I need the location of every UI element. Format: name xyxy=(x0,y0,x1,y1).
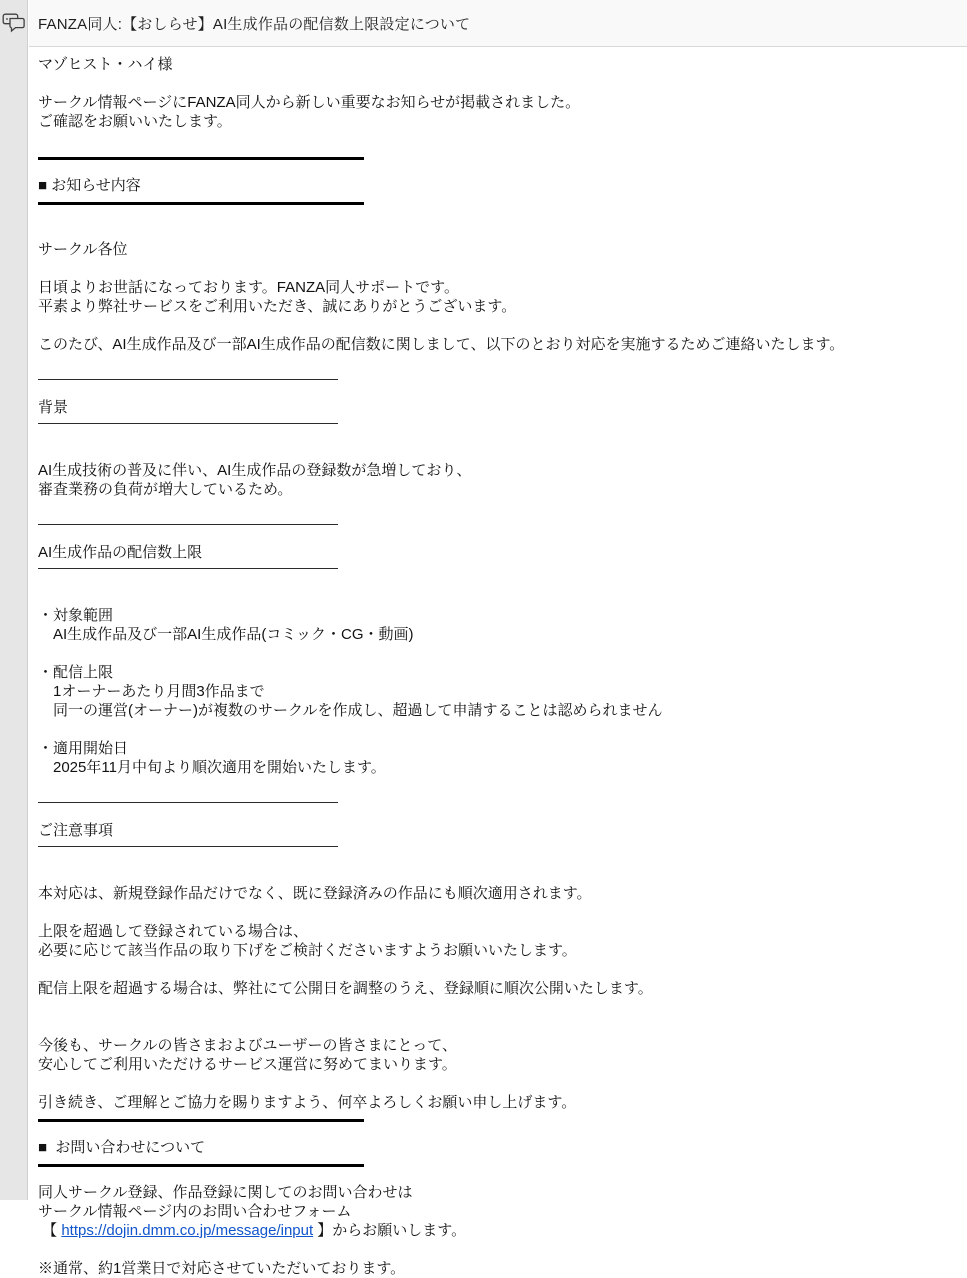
contact-form-link[interactable]: https://dojin.dmm.co.jp/message/input xyxy=(61,1222,314,1239)
blank-line xyxy=(38,865,967,884)
divider-thin-row xyxy=(38,802,967,821)
section-header: ■ お問い合わせについて xyxy=(38,1139,206,1156)
blank-line xyxy=(38,960,967,979)
left-rail xyxy=(0,0,28,1200)
message-line: ご確認をお願いいたします。 xyxy=(38,113,232,130)
divider-thin xyxy=(38,524,338,525)
contact-link-line xyxy=(38,1221,967,1240)
message-line: ・対象範囲 xyxy=(38,607,114,624)
message-line: 同人サークル登録、作品登録に関してのお問い合わせは xyxy=(38,1184,413,1201)
message-line: 背景 xyxy=(38,399,69,416)
blank-line xyxy=(38,221,967,240)
blank-line xyxy=(38,131,967,150)
message-line: 本対応は、新規登録作品だけでなく、既に登録済みの作品にも順次適用されます。 xyxy=(38,885,592,902)
divider-thick-row xyxy=(38,157,967,176)
message-body xyxy=(29,47,967,1277)
divider-thick xyxy=(38,202,364,205)
message-line: 引き続き、ご理解とご協力を賜りますよう、何卒よろしくお願い申し上げます。 xyxy=(38,1094,577,1111)
message-line: 配信上限を超過する場合は、弊社にて公開日を調整のうえ、登録順に順次公開いたします。 xyxy=(38,980,653,997)
blank-line xyxy=(38,644,967,663)
divider-thin xyxy=(38,423,338,424)
divider-thick-row xyxy=(38,1164,967,1183)
message-line: マゾヒスト・ハイ様 xyxy=(38,56,173,73)
section-header: ■ お知らせ内容 xyxy=(38,177,141,194)
blank-line xyxy=(38,1240,967,1259)
divider-thick-row xyxy=(38,202,967,221)
message-line: AI生成作品及び一部AI生成作品(コミック・CG・動画) xyxy=(38,626,414,643)
blank-line xyxy=(38,903,967,922)
message-line: 2025年11月中旬より順次適用を開始いたします。 xyxy=(38,759,386,776)
blank-line xyxy=(38,499,967,518)
divider-thin-row xyxy=(38,423,967,442)
divider-thin xyxy=(38,568,338,569)
blank-line xyxy=(38,1017,967,1036)
message-header xyxy=(29,0,967,47)
divider-thick-row xyxy=(38,1119,967,1138)
blank-line xyxy=(38,587,967,606)
message-line: 今後も、サークルの皆さまおよびユーザーの皆さまにとって、 xyxy=(38,1037,457,1054)
divider-thin-row xyxy=(38,379,967,398)
blank-line xyxy=(38,777,967,796)
blank-line xyxy=(38,998,967,1017)
divider-thick xyxy=(38,1164,364,1167)
message-line: ※通常、約1営業日で対応させていただいております。 xyxy=(38,1260,406,1277)
divider-thin xyxy=(38,846,338,847)
blank-line xyxy=(38,74,967,93)
divider-thin-row xyxy=(38,524,967,543)
divider-thin-row xyxy=(38,846,967,865)
divider-thick xyxy=(38,157,364,160)
message-line: ご注意事項 xyxy=(38,822,114,839)
blank-line xyxy=(38,316,967,335)
blank-line xyxy=(38,442,967,461)
comments-icon xyxy=(2,13,26,33)
link-suffix: 】からお願いします。 xyxy=(313,1222,467,1239)
message-line: AI生成作品の配信数上限 xyxy=(38,544,203,561)
message-line: 日頃よりお世話になっております。FANZA同人サポートです。 xyxy=(38,279,459,296)
divider-thin xyxy=(38,802,338,803)
message-line: 上限を超過して登録されている場合は、 xyxy=(38,923,309,940)
blank-line xyxy=(38,259,967,278)
blank-line xyxy=(38,354,967,373)
blank-line xyxy=(38,1074,967,1093)
divider-thin-row xyxy=(38,568,967,587)
link-prefix: 【 xyxy=(38,1222,62,1239)
divider-thin xyxy=(38,379,338,380)
message-line: 必要に応じて該当作品の取り下げをご検討くださいますようお願いいたします。 xyxy=(38,942,577,959)
message-line: このたび、AI生成作品及び一部AI生成作品の配信数に関しまして、以下のとおり対応を実施するためご連絡いたします。 xyxy=(38,336,845,353)
message-line: サークル情報ページにFANZA同人から新しい重要なお知らせが掲載されました。 xyxy=(38,94,581,111)
message-line: 審査業務の負荷が増大しているため。 xyxy=(38,481,293,498)
blank-line xyxy=(38,720,967,739)
message-line: ・配信上限 xyxy=(38,664,114,681)
message-subject: FANZA同人:【おしらせ】AI生成作品の配信数上限設定について xyxy=(38,15,471,33)
message-line: AI生成技術の普及に伴い、AI生成作品の登録数が急増しており、 xyxy=(38,462,472,479)
divider-thick xyxy=(38,1119,364,1122)
message-line: 平素より弊社サービスをご利用いただき、誠にありがとうございます。 xyxy=(38,298,517,315)
message-line: 同一の運営(オーナー)が複数のサークルを作成し、超過して申請することは認められません xyxy=(38,702,663,719)
message-line: 1オーナーあたり月間3作品まで xyxy=(38,683,265,700)
message-line: ・適用開始日 xyxy=(38,740,129,757)
message-line: サークル情報ページ内のお問い合わせフォーム xyxy=(38,1203,352,1220)
message-line: サークル各位 xyxy=(38,241,128,258)
message-line: 安心してご利用いただけるサービス運営に努めてまいります。 xyxy=(38,1056,457,1073)
